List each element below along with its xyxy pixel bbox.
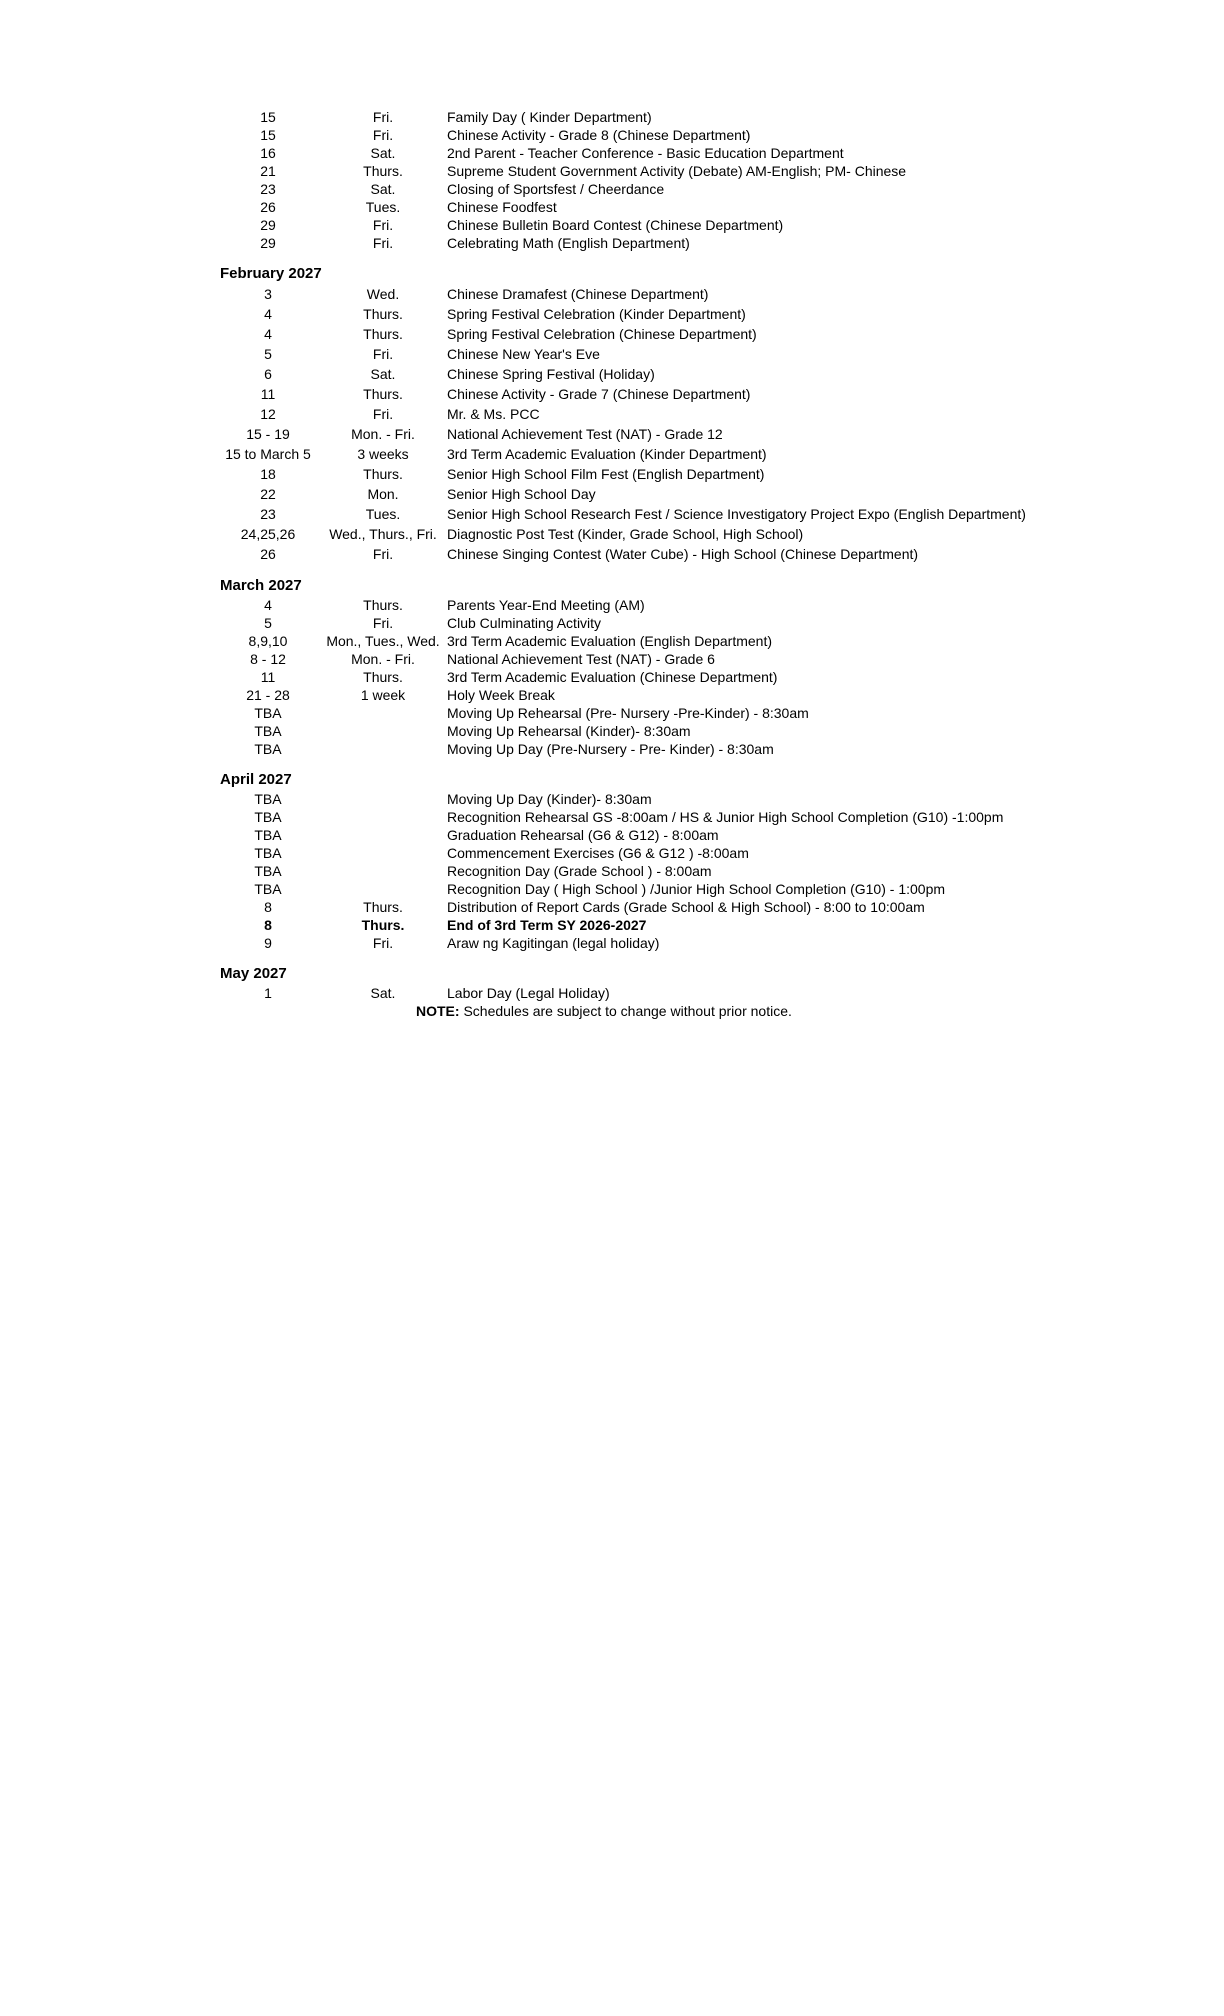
event-row [0, 384, 1224, 404]
event-description: End of 3rd Term SY 2026-2027 [447, 917, 647, 933]
event-date: TBA [254, 827, 282, 843]
event-row [0, 808, 1224, 826]
event-description: Labor Day (Legal Holiday) [447, 985, 610, 1001]
event-date: TBA [254, 881, 282, 897]
event-row [0, 898, 1224, 916]
event-date: 5 [264, 615, 272, 631]
month-header: March 2027 [220, 577, 302, 594]
event-description: Recognition Rehearsal GS -8:00am / HS & Junior High School Completion (G10) -1:00pm [447, 809, 1004, 825]
event-description: Parents Year-End Meeting (AM) [447, 597, 645, 613]
event-date: 16 [260, 145, 276, 161]
event-day: Thurs. [363, 326, 403, 342]
event-date: TBA [254, 705, 282, 721]
event-description: National Achievement Test (NAT) - Grade 6 [447, 651, 715, 667]
event-day: Fri. [372, 406, 394, 422]
event-date: 15 - 19 [246, 426, 290, 442]
event-description: Chinese Singing Contest (Water Cube) - High School (Chinese Department) [447, 546, 919, 562]
event-description: Chinese Foodfest [447, 199, 557, 215]
section-gap [0, 252, 1224, 264]
event-day: Sat. [370, 985, 396, 1001]
event-description: 3rd Term Academic Evaluation (Kinder Department) [447, 446, 767, 462]
event-row [0, 880, 1224, 898]
event-description: Chinese Bulletin Board Contest (Chinese Department) [447, 217, 784, 233]
event-day: Mon., Tues., Wed. [326, 633, 440, 649]
event-day: Mon. - Fri. [351, 426, 415, 442]
event-day: Sat. [370, 145, 396, 161]
event-row [0, 216, 1224, 234]
event-date: 21 [260, 163, 276, 179]
event-day: Fri. [372, 935, 394, 951]
event-row [0, 650, 1224, 668]
event-date: TBA [254, 845, 282, 861]
event-row [0, 404, 1224, 424]
event-day: Thurs. [361, 917, 405, 933]
event-description: Chinese Activity - Grade 7 (Chinese Department) [447, 386, 751, 402]
event-row [0, 668, 1224, 686]
event-date: 11 [260, 669, 276, 685]
event-day: Mon. [367, 486, 399, 502]
event-date: 26 [260, 546, 276, 562]
event-description: Supreme Student Government Activity (Debate) AM-English; PM- Chinese [447, 163, 907, 179]
event-day: Wed. [366, 286, 400, 302]
event-row [0, 916, 1224, 934]
event-row [0, 126, 1224, 144]
event-date: 18 [260, 466, 276, 482]
event-date: TBA [254, 863, 282, 879]
event-date: 23 [260, 181, 276, 197]
event-row [0, 444, 1224, 464]
calendar-section [0, 252, 1224, 564]
event-description: Moving Up Rehearsal (Pre- Nursery -Pre-Kinder) - 8:30am [447, 705, 809, 721]
event-day: Fri. [372, 615, 394, 631]
event-description: 2nd Parent - Teacher Conference - Basic Education Department [447, 145, 844, 161]
event-description: Chinese Activity - Grade 8 (Chinese Department) [447, 127, 751, 143]
event-description: Spring Festival Celebration (Kinder Department) [447, 306, 746, 322]
event-date: 8 [264, 899, 272, 915]
event-row [0, 108, 1224, 126]
event-row [0, 544, 1224, 564]
event-date: 1 [264, 985, 272, 1001]
event-row [0, 596, 1224, 614]
event-date: 15 [260, 127, 276, 143]
event-row [0, 504, 1224, 524]
event-date: 3 [264, 286, 272, 302]
event-date: 9 [264, 935, 272, 951]
event-row [0, 934, 1224, 952]
event-description: Moving Up Day (Pre-Nursery - Pre- Kinder) - 8:30am [447, 741, 774, 757]
event-row [0, 284, 1224, 304]
event-date: TBA [254, 741, 282, 757]
event-date: 4 [264, 306, 272, 322]
event-description: Closing of Sportsfest / Cheerdance [447, 181, 665, 197]
event-row [0, 304, 1224, 324]
event-day: Fri. [372, 235, 394, 251]
event-row [0, 524, 1224, 544]
event-row [0, 484, 1224, 504]
event-day: Fri. [372, 127, 394, 143]
event-day: Sat. [370, 366, 396, 382]
section-gap [0, 564, 1224, 576]
event-date: 21 - 28 [246, 687, 290, 703]
event-date: 4 [264, 326, 272, 342]
event-description: Senior High School Research Fest / Science Investigatory Project Expo (English Department) [447, 506, 1026, 522]
event-description: 3rd Term Academic Evaluation (English Department) [447, 633, 773, 649]
event-date: 26 [260, 199, 276, 215]
event-description: Commencement Exercises (G6 & G12 ) -8:00am [447, 845, 749, 861]
event-row [0, 464, 1224, 484]
event-date: 29 [260, 235, 276, 251]
event-date: 23 [260, 506, 276, 522]
section-gap [0, 952, 1224, 964]
event-date: 8,9,10 [248, 633, 288, 649]
event-row [0, 180, 1224, 198]
note-text: Schedules are subject to change without prior notice. [459, 1003, 792, 1019]
event-date: 22 [260, 486, 276, 502]
event-description: Moving Up Day (Kinder)- 8:30am [447, 791, 652, 807]
event-date: TBA [254, 791, 282, 807]
event-description: Chinese Spring Festival (Holiday) [447, 366, 655, 382]
event-row [0, 984, 1224, 1002]
event-row [0, 614, 1224, 632]
event-date: 6 [264, 366, 272, 382]
event-day: Thurs. [363, 669, 403, 685]
event-row [0, 740, 1224, 758]
event-description: Senior High School Film Fest (English Department) [447, 466, 765, 482]
event-day: Tues. [365, 506, 401, 522]
school-calendar-document [0, 108, 1224, 1020]
event-day: Thurs. [363, 306, 403, 322]
event-description: Graduation Rehearsal (G6 & G12) - 8:00am [447, 827, 719, 843]
event-description: Diagnostic Post Test (Kinder, Grade School, High School) [447, 526, 804, 542]
event-row [0, 632, 1224, 650]
event-date: TBA [254, 723, 282, 739]
event-day: Fri. [372, 109, 394, 125]
event-day: 1 week [360, 687, 406, 703]
event-row [0, 344, 1224, 364]
event-description: Family Day ( Kinder Department) [447, 109, 652, 125]
event-date: 15 to March 5 [225, 446, 311, 462]
event-description: Club Culminating Activity [447, 615, 602, 631]
event-row [0, 364, 1224, 384]
event-row [0, 198, 1224, 216]
event-description: Distribution of Report Cards (Grade School & High School) - 8:00 to 10:00am [447, 899, 925, 915]
event-date: 29 [260, 217, 276, 233]
month-header: May 2027 [220, 965, 287, 982]
event-description: National Achievement Test (NAT) - Grade 12 [447, 426, 723, 442]
event-row [0, 722, 1224, 740]
event-row [0, 844, 1224, 862]
event-description: Celebrating Math (English Department) [447, 235, 690, 251]
event-description: Mr. & Ms. PCC [447, 406, 540, 422]
event-day: 3 weeks [357, 446, 409, 462]
event-row [0, 424, 1224, 444]
event-day: Thurs. [363, 899, 403, 915]
event-description: Chinese Dramafest (Chinese Department) [447, 286, 709, 302]
event-description: Chinese New Year's Eve [447, 346, 600, 362]
event-date: 8 - 12 [250, 651, 286, 667]
event-row [0, 862, 1224, 880]
event-date: 12 [260, 406, 276, 422]
event-day: Thurs. [363, 597, 403, 613]
event-row [0, 234, 1224, 252]
event-row [0, 162, 1224, 180]
event-day: Sat. [370, 181, 396, 197]
event-description: Spring Festival Celebration (Chinese Department) [447, 326, 757, 342]
event-day: Thurs. [363, 466, 403, 482]
event-date: 15 [260, 109, 276, 125]
event-description: Recognition Day ( High School ) /Junior High School Completion (G10) - 1:00pm [447, 881, 946, 897]
calendar-section [0, 758, 1224, 952]
event-day: Wed., Thurs., Fri. [329, 526, 437, 542]
event-date: TBA [254, 809, 282, 825]
event-row [0, 686, 1224, 704]
event-date: 11 [260, 386, 276, 402]
event-description: Moving Up Rehearsal (Kinder)- 8:30am [447, 723, 691, 739]
event-row [0, 704, 1224, 722]
month-header: April 2027 [220, 771, 292, 788]
event-date: 4 [264, 597, 272, 613]
event-description: 3rd Term Academic Evaluation (Chinese Department) [447, 669, 778, 685]
calendar-section [0, 952, 1224, 1002]
event-description: Recognition Day (Grade School ) - 8:00am [447, 863, 712, 879]
event-description: Holy Week Break [447, 687, 555, 703]
event-date: 5 [264, 346, 272, 362]
event-row [0, 790, 1224, 808]
event-date: 24,25,26 [240, 526, 296, 542]
event-date: 8 [264, 917, 272, 933]
event-row [0, 826, 1224, 844]
month-header: February 2027 [220, 265, 322, 282]
event-row [0, 144, 1224, 162]
event-day: Tues. [365, 199, 401, 215]
event-day: Fri. [372, 217, 394, 233]
event-description: Araw ng Kagitingan (legal holiday) [447, 935, 660, 951]
event-day: Fri. [372, 546, 394, 562]
calendar-section [0, 564, 1224, 758]
event-day: Mon. - Fri. [351, 651, 415, 667]
event-day: Thurs. [363, 163, 403, 179]
section-gap [0, 758, 1224, 770]
schedule-note [0, 1002, 1224, 1020]
note-label: NOTE: [416, 1003, 460, 1019]
event-row [0, 324, 1224, 344]
event-description: Senior High School Day [447, 486, 596, 502]
event-day: Fri. [372, 346, 394, 362]
calendar-section [0, 108, 1224, 252]
event-day: Thurs. [363, 386, 403, 402]
